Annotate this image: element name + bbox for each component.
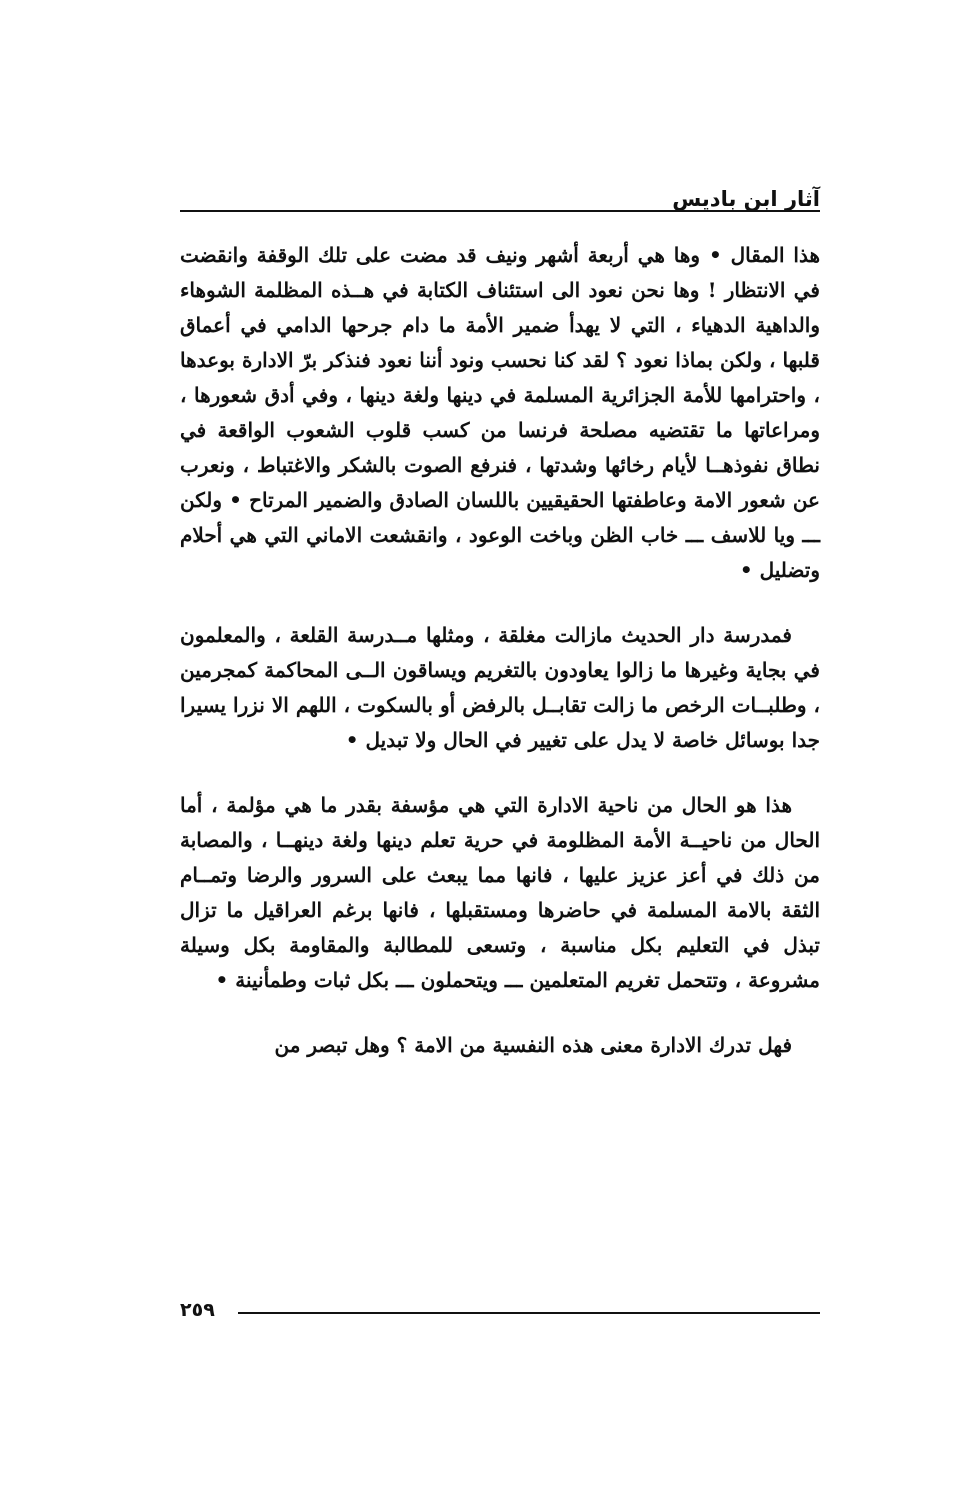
header-rule [180,210,820,212]
paragraph-2: فمدرسة دار الحديث مازالت مغلقة ، ومثلها مــدرسة القلعة ، والمعلمون في بجاية وغيرها ما زالوا يعاودون بالتغريم ويساقون الــى المحاكمة كمجرمين ، وطلبــات الرخص ما زالت تقابــل بالرفض أو بالسكوت ، اللهم الا نزرا يسيرا جدا بوسائل خاصة لا يدل على تغيير في الحال ولا تبديل • [180,623,820,752]
paragraph-1: هذا المقال • وها هي أربعة أشهر ونيف قد مضت على تلك الوقفة وانقضت في الانتظار ! وها نحن نعود الى استئناف الكتابة في هــذه المظلمة الشوهاء والداهية الدهياء ، التي لا يهدأ ضمير الأمة ما دام جرحها الدامي في أعماق قلبها ، ولكن بماذا نعود ؟ لقد كنا نحسب ونود أننا نعود فنذكر برّ الادارة بوعدها ، واحترامها للأمة الجزائرية المسلمة في دينها ولغة دينها ، وفي أدق شعورها ، ومراعاتها ما تقتضيه مصلحة فرنسا من كسب قلوب الشعوب الواقعة في نطاق نفوذهــا لأيام رخائها وشدتها ، فنرفع الصوت بالشكر والاغتباط ، ونعرب عن شعور الامة وعاطفتها الحقيقيين باللسان الصادق والضمير المرتاح • ولكن ـــ ويا للاسف ـــ خاب الظن وباخت الوعود ، وانقشعت الاماني التي هي أحلام وتضليل • [180,243,820,582]
running-title: آثار ابن باديس [672,187,820,211]
body-text [180,238,820,1093]
page-footer [180,1296,820,1326]
page-number: ٢٥٩ [180,1299,215,1321]
paragraph-4: فهل تدرك الادارة معنى هذه النفسية من الامة ؟ وهل تبصر من [274,1033,792,1057]
paragraph-3: هذا هو الحال من ناحية الادارة التي هي مؤسفة بقدر ما هي مؤلمة ، أما الحال من ناحيــة الأمة المظلومة في حرية تعلم دينها ولغة دينهــا ، والمصابة من ذلك في أعز عزيز عليها ، فانها مما يبعث على السرور والرضا وتمــام الثقة بالامة المسلمة في حاضرها ومستقبلها ، فانها برغم العراقيل ما تزال تبذل في التعليم بكل مناسبة ، وتسعى للمطالبة والمقاومة بكل وسيلة مشروعة ، وتتحمل تغريم المتعلمين ـــ ويتحملون ـــ بكل ثبات وطمأنينة • [180,793,820,992]
running-header [180,186,820,216]
footer-rule [238,1312,820,1314]
